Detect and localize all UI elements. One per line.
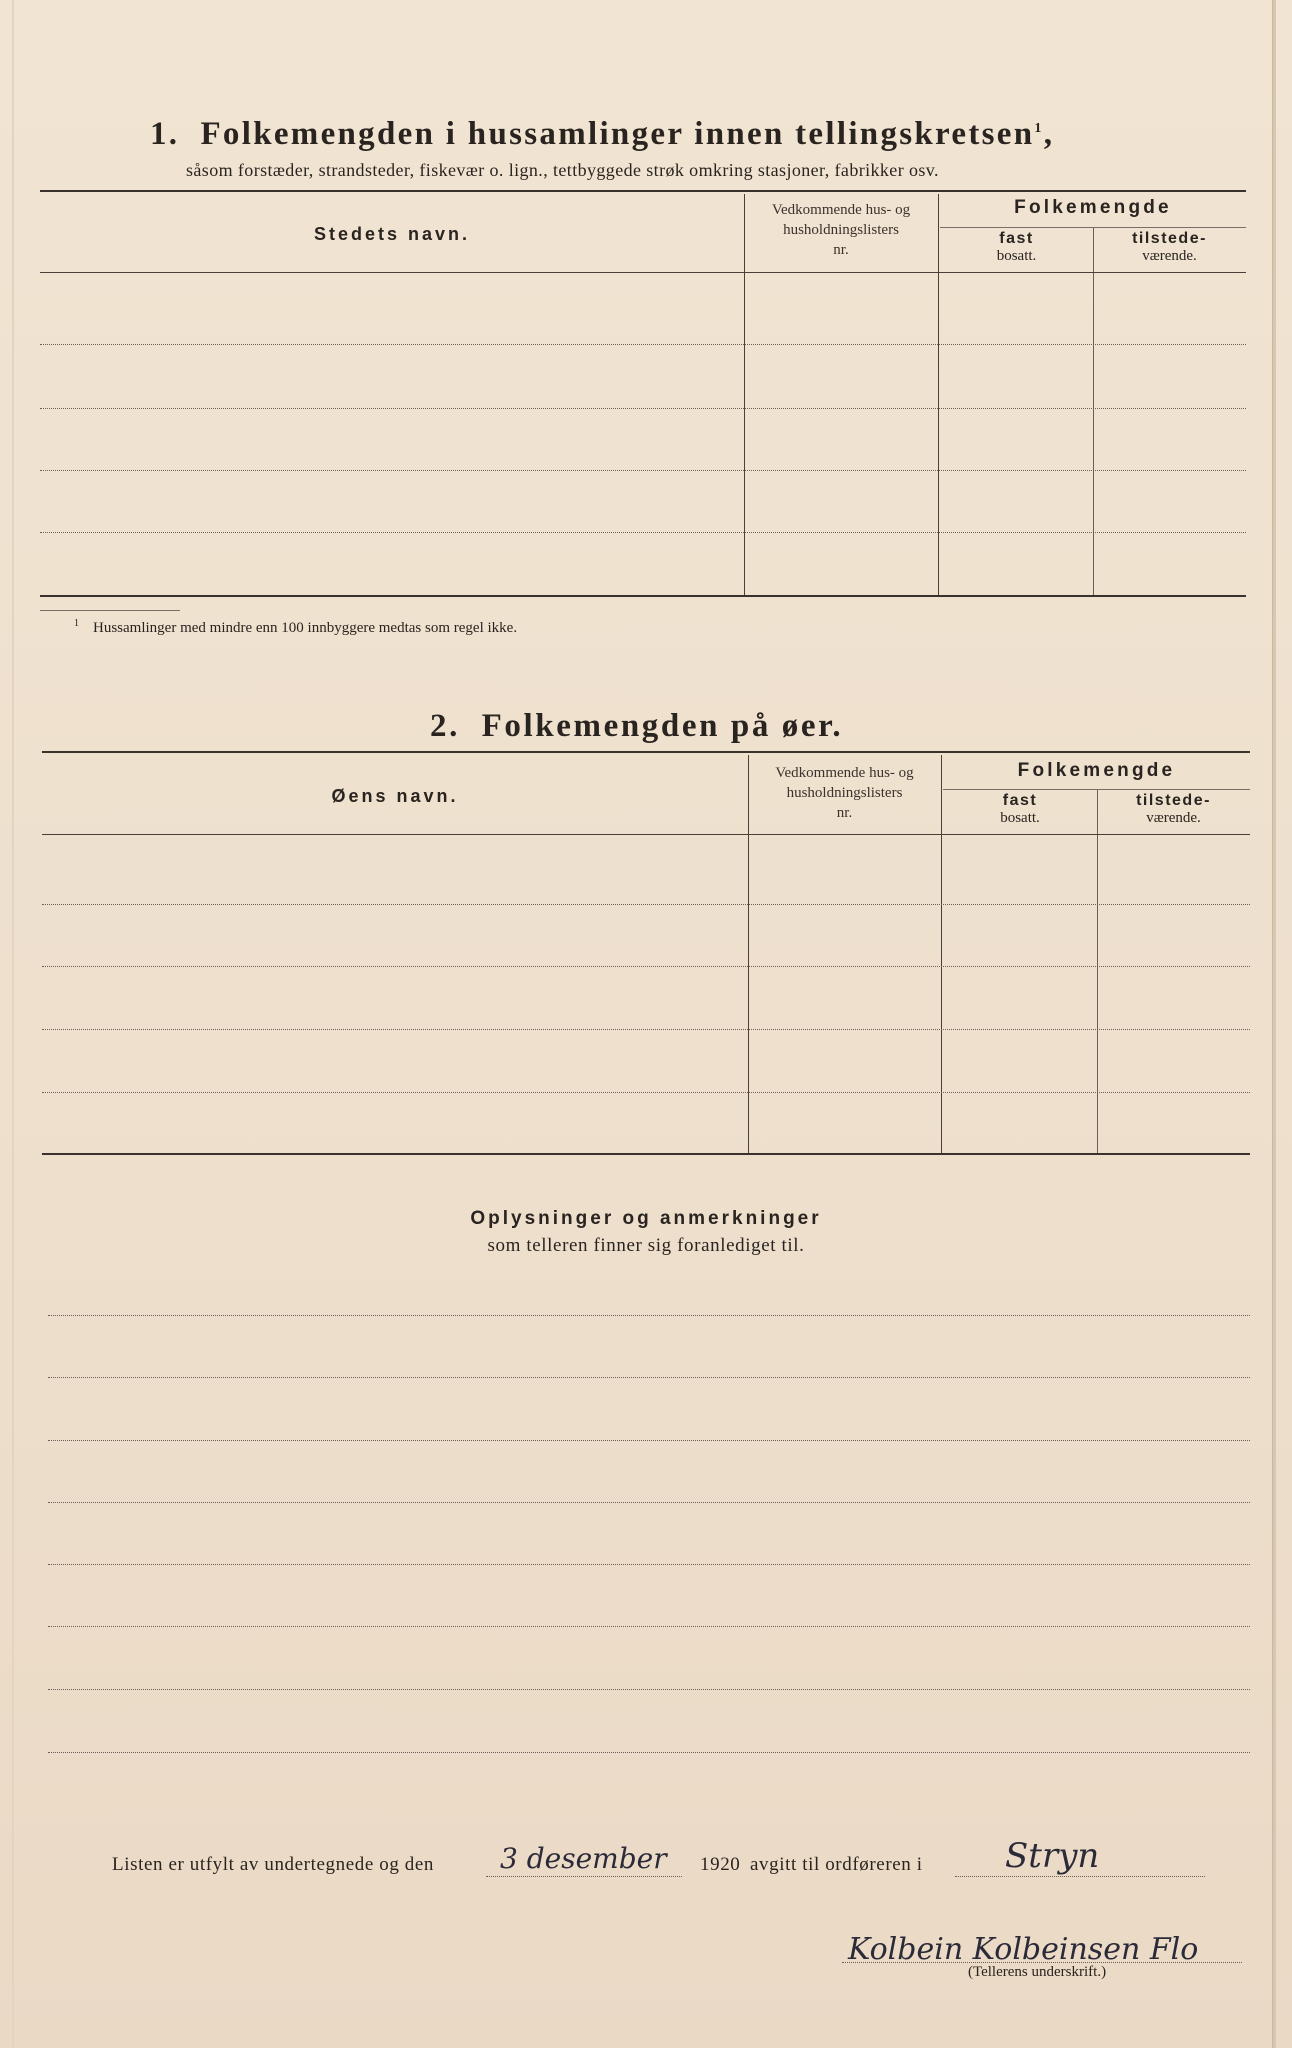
signature-text-before-date: Listen er utfylt av undertegnede og den xyxy=(112,1854,435,1875)
signer-blank-line xyxy=(842,1962,1242,1963)
table2-folk-subrule xyxy=(943,789,1250,790)
remarks-line xyxy=(48,1689,1250,1690)
table2-col-list-line1: Vedkommende hus- og xyxy=(775,765,914,781)
remarks-line xyxy=(48,1440,1250,1441)
footnote-rule xyxy=(40,610,180,611)
table1-col-fast-sub: bosatt. xyxy=(996,248,1037,264)
remarks-title: Oplysninger og anmerkninger xyxy=(470,1208,822,1229)
table2-vline-3 xyxy=(1097,790,1098,1155)
table1-row-line xyxy=(40,532,1246,533)
section1-title-text: Folkemengden i hussamlinger innen tellingskretsen xyxy=(200,116,1035,152)
table1-col-tilstede-sub: værende. xyxy=(1142,248,1197,264)
table2-col-tilstede-label: tilstede- xyxy=(1136,792,1211,809)
remarks-line xyxy=(48,1502,1250,1503)
section1-number: 1. xyxy=(150,116,180,152)
table1-col-tilstede-label: tilstede- xyxy=(1132,230,1207,247)
table1-bottom-rule xyxy=(40,595,1246,597)
section1-footnote xyxy=(74,618,517,637)
table2-col-fast-header xyxy=(943,792,1097,827)
date-blank-line xyxy=(486,1876,682,1877)
remarks-line xyxy=(48,1626,1250,1627)
table2-header-rule xyxy=(42,834,1250,835)
table2-col-fast-label: fast xyxy=(1002,792,1038,809)
table1-row-line xyxy=(40,344,1246,345)
table2-row-line xyxy=(42,966,1250,967)
table1-folk-subrule xyxy=(940,227,1246,228)
paper-edge-right xyxy=(1272,0,1276,2048)
table1-col-fast-header xyxy=(940,230,1093,265)
table2-col-name-header: Øens navn. xyxy=(331,786,459,806)
table2-row-line xyxy=(42,1092,1250,1093)
table1-col-list-line2: husholdningslisters xyxy=(783,222,899,238)
remarks-line xyxy=(48,1752,1250,1753)
signature-caption: (Tellerens underskrift.) xyxy=(968,1964,1107,1980)
remarks-line xyxy=(48,1377,1250,1378)
table2-col-fast-sub: bosatt. xyxy=(1000,810,1040,826)
table2-top-rule xyxy=(42,751,1250,753)
table1-col-tilstede-header xyxy=(1093,230,1246,265)
paper-edge-left xyxy=(12,0,14,2048)
table1-header-rule xyxy=(40,272,1246,273)
table2-row-line xyxy=(42,904,1250,905)
footnote-text: Hussamlinger med mindre enn 100 innbyggere medtas som regel ikke. xyxy=(93,620,518,636)
table1-col-folk-header: Folkemengde xyxy=(1014,197,1172,218)
remarks-line xyxy=(48,1564,1250,1565)
table1-col-list-line1: Vedkommende hus- og xyxy=(771,202,911,218)
section1-title-footnote-marker: 1 xyxy=(1034,121,1044,136)
table1-top-rule xyxy=(40,190,1246,192)
table2-bottom-rule xyxy=(42,1153,1250,1155)
footnote-marker: 1 xyxy=(74,618,79,629)
section1-subtitle: såsom forstæder, strandsteder, fiskevær o. lign., tettbyggede strøk omkring stasjoner, fabrikker osv. xyxy=(186,160,939,180)
table1-col-fast-label: fast xyxy=(999,230,1034,247)
remarks-line xyxy=(48,1315,1250,1316)
signature-date-handwritten: 3 desember xyxy=(500,1842,667,1875)
table2-col-list-line2: husholdningslisters xyxy=(786,785,903,801)
municipality-blank-line xyxy=(955,1876,1205,1877)
table1-vline-3 xyxy=(1093,228,1094,597)
section2-title-text: Folkemengden på øer. xyxy=(481,708,844,744)
table2-vline-2 xyxy=(941,755,942,1155)
signature-year: 1920 xyxy=(700,1854,741,1875)
section1-title: 1. Folkemengden i hussamlinger innen tellingskretsen$^1$, xyxy=(150,116,1055,152)
table2-col-list-header xyxy=(748,763,941,823)
table2-col-tilstede-sub: værende. xyxy=(1146,810,1201,826)
table1-row-line xyxy=(40,408,1246,409)
table1-row-line xyxy=(40,470,1246,471)
signature-text-after-year: avgitt til ordføreren i xyxy=(750,1854,923,1875)
remarks-subtitle: som telleren finner sig foranlediget til. xyxy=(487,1235,805,1256)
table2-col-folk-header: Folkemengde xyxy=(1017,760,1176,781)
signature-municipality-handwritten: Stryn xyxy=(1005,1836,1100,1876)
signer-name-handwritten: Kolbein Kolbeinsen Flo xyxy=(848,1932,1199,1967)
table1-vline-2 xyxy=(938,194,939,597)
table1-col-list-line3: nr. xyxy=(833,242,849,258)
table1-col-list-header xyxy=(744,200,938,260)
section2-number: 2. xyxy=(430,708,460,744)
section2-title xyxy=(430,708,843,745)
table1-col-name-header: Stedets navn. xyxy=(313,224,471,244)
table2-col-list-line3: nr. xyxy=(836,805,853,821)
table2-row-line xyxy=(42,1029,1250,1030)
table2-col-tilstede-header xyxy=(1097,792,1250,827)
